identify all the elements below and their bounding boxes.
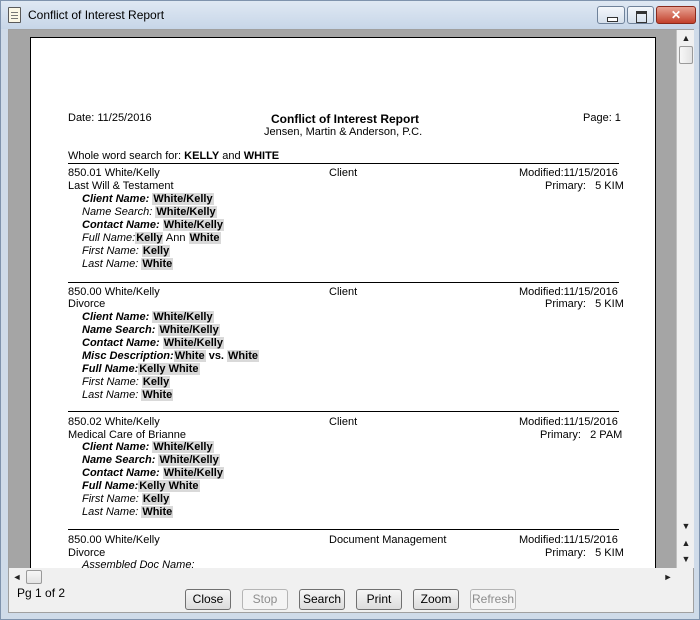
next-page-button[interactable] bbox=[678, 551, 694, 567]
field-label: First Name: bbox=[82, 245, 139, 257]
match-line bbox=[82, 219, 224, 231]
primary-value: 5 KIM bbox=[595, 298, 624, 310]
report-viewer bbox=[8, 29, 694, 613]
matter-type: Document Management bbox=[329, 534, 447, 546]
match-highlight: White bbox=[142, 258, 173, 270]
match-highlight: White/Kelly bbox=[153, 193, 213, 205]
report-title: Conflict of Interest Report bbox=[271, 112, 420, 126]
match-highlight: Kelly White bbox=[139, 363, 199, 375]
left-arrow-icon: ◄ bbox=[12, 572, 22, 582]
match-highlight: White/Kelly bbox=[163, 337, 223, 349]
matter-description: Divorce bbox=[68, 298, 106, 310]
match-highlight: White/Kelly bbox=[159, 454, 219, 466]
field-text: vs. bbox=[205, 350, 228, 362]
field-label: Last Name: bbox=[82, 258, 139, 270]
horizontal-scrollbar[interactable] bbox=[9, 569, 677, 585]
up-arrow-icon: ▲ bbox=[681, 33, 691, 43]
search-term-2: WHITE bbox=[243, 150, 280, 162]
match-line bbox=[82, 245, 170, 257]
match-line bbox=[82, 559, 195, 568]
match-highlight: Kelly White bbox=[139, 480, 199, 492]
field-label: Name Search: bbox=[82, 454, 156, 466]
print-button[interactable]: Print bbox=[356, 589, 402, 610]
zoom-button[interactable]: Zoom bbox=[413, 589, 459, 610]
modified-label: Modified: bbox=[519, 286, 564, 298]
match-line bbox=[82, 324, 220, 336]
match-highlight: Kelly bbox=[136, 232, 163, 244]
primary-label: Primary: bbox=[540, 429, 581, 441]
close-window-button[interactable] bbox=[656, 6, 696, 24]
matter-description: Medical Care of Brianne bbox=[68, 429, 187, 441]
refresh-button: Refresh bbox=[470, 589, 516, 610]
match-highlight: Kelly bbox=[142, 493, 170, 505]
field-label: Full Name: bbox=[82, 480, 139, 492]
search-prefix: Whole word search for: bbox=[68, 150, 182, 162]
match-line bbox=[82, 311, 214, 323]
minimize-button[interactable] bbox=[597, 6, 625, 24]
field-label: Last Name: bbox=[82, 389, 139, 401]
previous-page-button[interactable] bbox=[678, 535, 694, 551]
match-highlight: White/Kelly bbox=[159, 324, 219, 336]
close-button[interactable]: Close bbox=[185, 589, 231, 610]
match-line bbox=[82, 506, 173, 518]
field-label: Client Name: bbox=[82, 193, 150, 205]
vertical-scroll-thumb[interactable] bbox=[679, 46, 693, 64]
page-down-arrow-icon: ▼ bbox=[681, 554, 691, 564]
primary-label: Primary: bbox=[545, 547, 586, 559]
match-line bbox=[82, 389, 173, 401]
modified-date bbox=[519, 167, 618, 179]
modified-label: Modified: bbox=[519, 534, 564, 546]
primary-label: Primary: bbox=[545, 298, 586, 310]
right-arrow-icon: ► bbox=[663, 572, 673, 582]
firm-name: Jensen, Martin & Anderson, P.C. bbox=[264, 126, 423, 138]
scroll-left-button[interactable] bbox=[9, 569, 25, 585]
matter-description: Divorce bbox=[68, 547, 106, 559]
modified-label: Modified: bbox=[519, 167, 564, 179]
match-line bbox=[82, 350, 259, 362]
scroll-right-button[interactable] bbox=[660, 569, 676, 585]
modified-value: 11/15/2016 bbox=[563, 534, 618, 546]
match-line bbox=[82, 206, 217, 218]
modified-date bbox=[519, 534, 618, 546]
match-line bbox=[82, 193, 214, 205]
field-label: Misc Description: bbox=[82, 350, 174, 362]
vertical-scrollbar[interactable] bbox=[678, 30, 694, 568]
report-date: Date: 11/25/2016 bbox=[68, 112, 152, 124]
maximize-button[interactable] bbox=[627, 6, 654, 24]
modified-date bbox=[519, 286, 618, 298]
field-label: Name Search: bbox=[82, 324, 156, 336]
match-highlight: White bbox=[189, 232, 220, 244]
divider bbox=[68, 163, 619, 164]
report-viewport bbox=[9, 30, 677, 568]
primary-attorney bbox=[545, 298, 624, 310]
primary-value: 5 KIM bbox=[595, 180, 624, 192]
horizontal-scroll-thumb[interactable] bbox=[26, 570, 42, 584]
field-label: Contact Name: bbox=[82, 219, 160, 231]
primary-attorney bbox=[540, 429, 622, 441]
match-line bbox=[82, 480, 200, 492]
field-label: Name Search: bbox=[82, 206, 153, 218]
match-highlight: White/Kelly bbox=[156, 206, 216, 218]
field-text: Ann bbox=[163, 232, 189, 244]
match-highlight: White bbox=[228, 350, 258, 362]
primary-value: 2 PAM bbox=[590, 429, 623, 441]
field-label: Full Name: bbox=[82, 232, 136, 244]
report-app-icon bbox=[8, 7, 21, 23]
primary-attorney bbox=[545, 547, 624, 559]
matter-description: Last Will & Testament bbox=[68, 180, 174, 192]
match-highlight: Kelly bbox=[142, 376, 170, 388]
match-line bbox=[82, 376, 170, 388]
field-label: Client Name: bbox=[82, 311, 150, 323]
field-label: Assembled Doc Name: bbox=[82, 559, 195, 568]
matter-id: 850.00 White/Kelly bbox=[68, 534, 160, 546]
match-line bbox=[82, 441, 214, 453]
scroll-up-button[interactable] bbox=[678, 30, 694, 46]
match-highlight: White/Kelly bbox=[153, 311, 213, 323]
stop-button: Stop bbox=[242, 589, 288, 610]
divider bbox=[68, 529, 619, 530]
matter-id: 850.00 White/Kelly bbox=[68, 286, 160, 298]
matter-type: Client bbox=[329, 167, 358, 179]
search-button[interactable]: Search bbox=[299, 589, 345, 610]
match-highlight: White bbox=[142, 506, 173, 518]
field-label: Contact Name: bbox=[82, 337, 160, 349]
search-term-1: KELLY bbox=[184, 150, 220, 162]
primary-label: Primary: bbox=[545, 180, 586, 192]
match-line bbox=[82, 493, 170, 505]
scroll-down-button[interactable] bbox=[678, 518, 694, 534]
search-summary bbox=[68, 150, 279, 162]
match-line bbox=[82, 232, 221, 244]
field-label: Contact Name: bbox=[82, 467, 160, 479]
modified-value: 11/15/2016 bbox=[563, 286, 618, 298]
down-arrow-icon: ▼ bbox=[681, 521, 691, 531]
field-label: Last Name: bbox=[82, 506, 139, 518]
match-line bbox=[82, 258, 173, 270]
match-highlight: White bbox=[174, 350, 205, 362]
field-label: First Name: bbox=[82, 376, 139, 388]
page-number: Page: 1 bbox=[583, 112, 621, 124]
matter-id: 850.01 White/Kelly bbox=[68, 167, 160, 179]
match-highlight: Kelly bbox=[142, 245, 170, 257]
modified-date bbox=[519, 416, 618, 428]
field-label: Full Name: bbox=[82, 363, 139, 375]
match-highlight: White bbox=[142, 389, 173, 401]
divider bbox=[68, 282, 619, 283]
modified-value: 11/15/2016 bbox=[563, 167, 618, 179]
match-line bbox=[82, 337, 224, 349]
modified-label: Modified: bbox=[519, 416, 564, 428]
match-line bbox=[82, 454, 220, 466]
window-title: Conflict of Interest Report bbox=[28, 8, 165, 22]
match-line bbox=[82, 467, 224, 479]
page-up-arrow-icon: ▲ bbox=[681, 538, 691, 548]
matter-type: Client bbox=[329, 286, 358, 298]
primary-attorney bbox=[545, 180, 624, 192]
field-label: First Name: bbox=[82, 493, 139, 505]
matter-id: 850.02 White/Kelly bbox=[68, 416, 160, 428]
match-highlight: White/Kelly bbox=[163, 467, 223, 479]
search-and: and bbox=[222, 150, 241, 162]
page-indicator: Pg 1 of 2 bbox=[17, 586, 66, 600]
field-label: Client Name: bbox=[82, 441, 150, 453]
match-line bbox=[82, 363, 200, 375]
divider bbox=[68, 411, 619, 412]
matter-type: Client bbox=[329, 416, 358, 428]
modified-value: 11/15/2016 bbox=[563, 416, 618, 428]
match-highlight: White/Kelly bbox=[163, 219, 223, 231]
close-icon: ✕ bbox=[670, 8, 682, 22]
title-bar[interactable] bbox=[1, 1, 699, 29]
match-highlight: White/Kelly bbox=[153, 441, 213, 453]
primary-value: 5 KIM bbox=[595, 547, 624, 559]
report-page bbox=[30, 37, 656, 568]
